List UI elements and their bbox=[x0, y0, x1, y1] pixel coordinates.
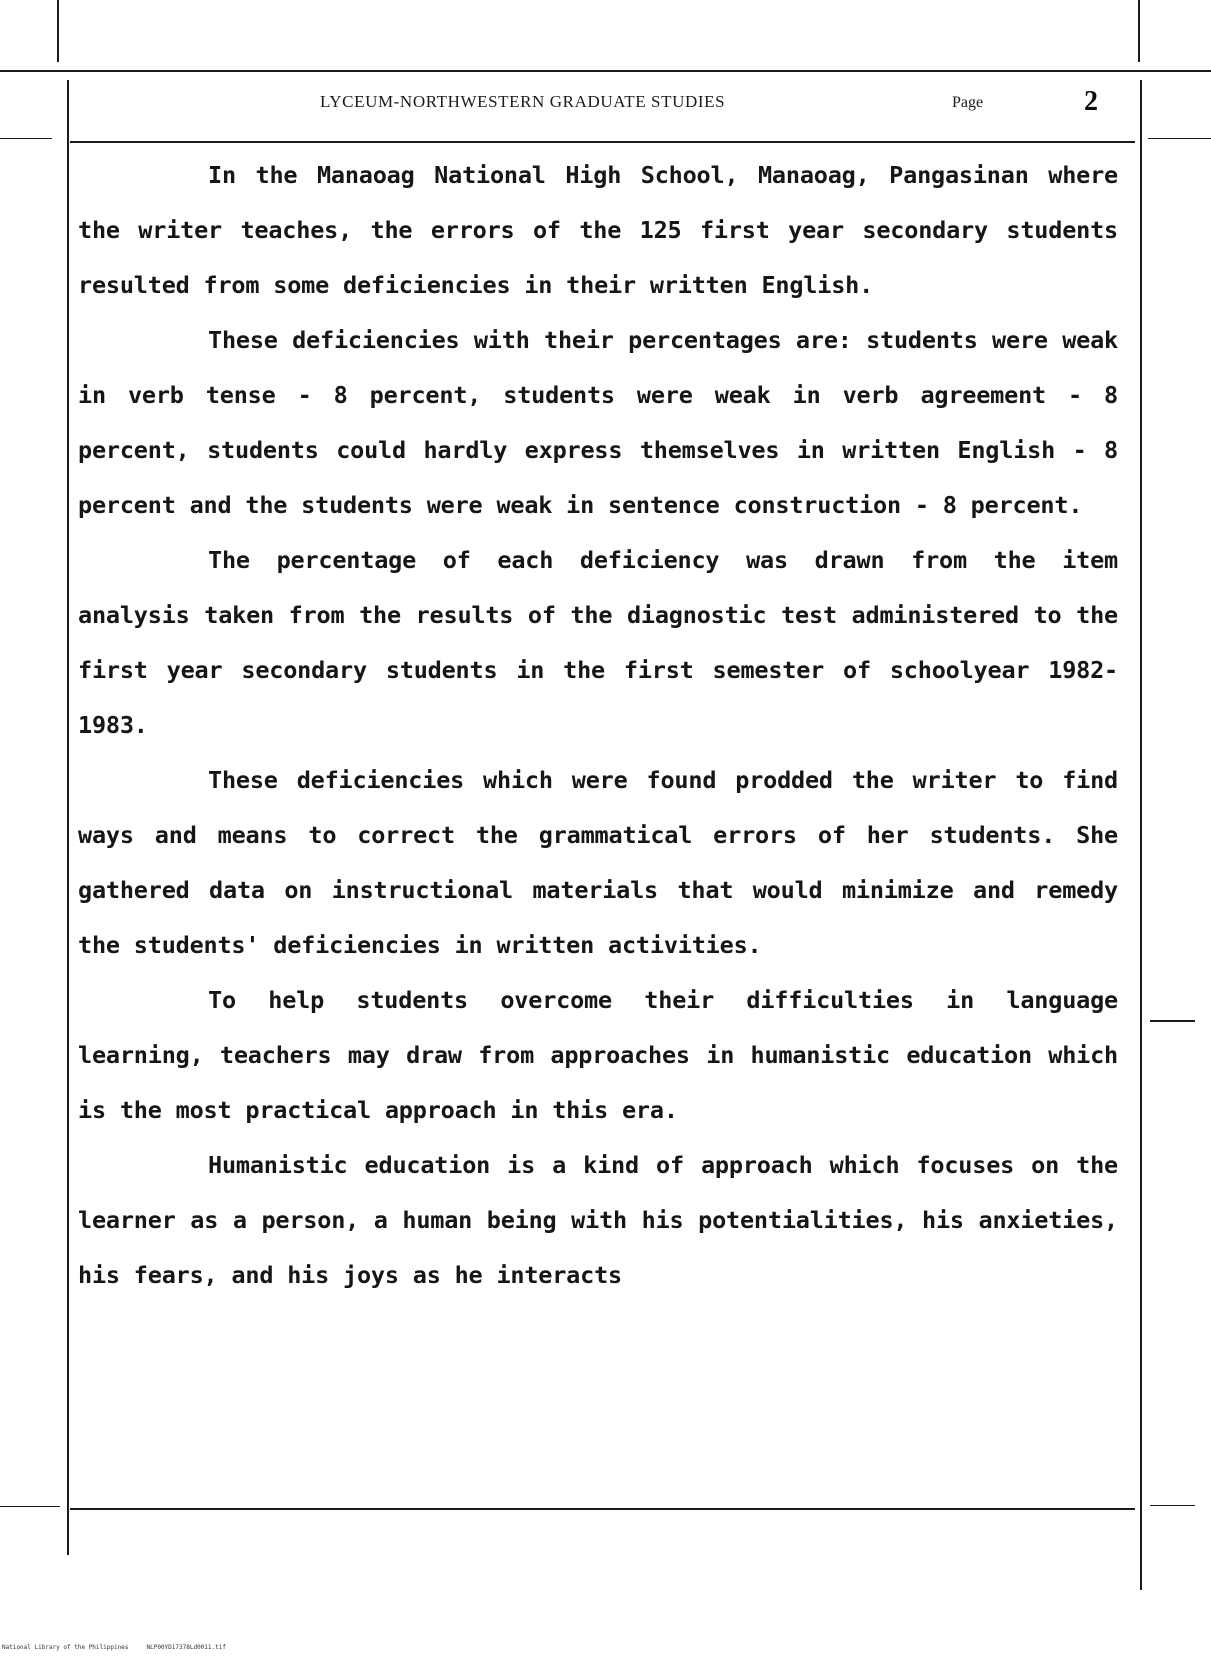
header-title: LYCEUM-NORTHWESTERN GRADUATE STUDIES bbox=[320, 92, 726, 111]
top-left-tick bbox=[57, 0, 59, 62]
page-number: 2 bbox=[1084, 86, 1098, 117]
library-name: National Library of the Philippines bbox=[2, 1644, 129, 1651]
paragraph: The percentage of each deficiency was drawn from the item analysis taken from the results of the diagnostic test administered to the first year secondary students in the first semester of schoolyear 1982-1983. bbox=[78, 546, 1118, 739]
right-margin-line bbox=[1140, 80, 1142, 1590]
page-label: Page bbox=[952, 94, 984, 111]
top-right-tick bbox=[1138, 0, 1140, 62]
page-header bbox=[70, 86, 1120, 118]
left-edge-mark-bottom bbox=[0, 1506, 60, 1507]
top-border-line bbox=[0, 70, 1211, 72]
bottom-border-line bbox=[70, 1508, 1135, 1510]
right-edge-mark-middle bbox=[1150, 1020, 1195, 1022]
right-edge-mark-bottom bbox=[1150, 1505, 1195, 1506]
paragraph: In the Manaoag National High School, Manaoag, Pangasinan where the writer teaches, the errors of the 125 first year secondary students resulted from some deficiencies in their written English. bbox=[78, 161, 1118, 299]
header-underline bbox=[70, 141, 1135, 143]
paragraph: To help students overcome their difficulties in language learning, teachers may draw from approaches in humanistic education which is the most practical approach in this era. bbox=[78, 986, 1118, 1124]
scan-footer bbox=[2, 1644, 226, 1651]
paragraph: These deficiencies with their percentages are: students were weak in verb tense - 8 percent, students were weak in verb agreement - 8 percent, students could hardly express themselves in written English - 8 percent and the students were weak in sentence construction - 8 percent. bbox=[78, 326, 1118, 519]
paragraph: These deficiencies which were found prodded the writer to find ways and means to correct the grammatical errors of her students. She gathered data on instructional materials that would minimize and remedy the students' deficiencies in written activities. bbox=[78, 766, 1118, 959]
document-body bbox=[78, 148, 1118, 1303]
left-margin-line bbox=[67, 80, 69, 1555]
file-name: NLP00YD17378Ld0011.tif bbox=[146, 1644, 226, 1651]
left-edge-mark-top bbox=[0, 138, 52, 139]
right-edge-mark-top bbox=[1148, 138, 1211, 139]
paragraph: Humanistic education is a kind of approach which focuses on the learner as a person, a human being with his potentialities, his anxieties, his fears, and his joys as he interacts bbox=[78, 1151, 1118, 1289]
